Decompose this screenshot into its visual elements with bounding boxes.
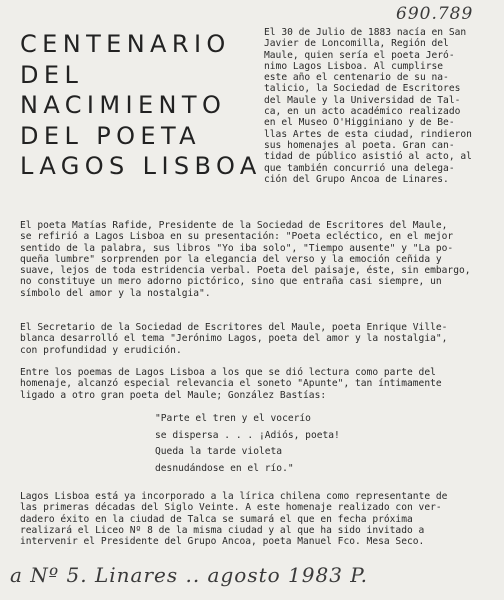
text-line: dadero éxito en la ciudad de Talca se sumará el que en fecha próxima [20, 513, 413, 525]
poem-excerpt [155, 413, 340, 480]
text-line: ca, en un acto académico realizado [264, 106, 461, 118]
paragraph-villeblanca [20, 322, 496, 356]
text-line: Entre los poemas de Lagos Lisboa a los que se dió lectura como parte del [20, 367, 436, 378]
text-line: no constituye un mero adorno pictórico, sino que entraña casi siempre, un [20, 276, 442, 288]
poem-line: "Parte el tren y el vocerío [155, 413, 311, 424]
text-line: con profundidad y erudición. [20, 344, 182, 356]
text-line: que también concurrió una delega- [264, 162, 455, 174]
text-line: El poeta Matías Rafide, Presidente de la Sociedad de Escritores del Maule, [20, 220, 448, 231]
text-line: las primeras décadas del Siglo Veinte. A este homenaje realizado con ver- [20, 502, 442, 514]
text-line: El 30 de Julio de 1883 nacía en San [264, 27, 467, 38]
text-line: ción del Grupo Ancoa de Linares. [264, 173, 449, 185]
poem-line: Queda la tarde violeta [155, 446, 283, 458]
headline-line: DEL [20, 60, 84, 89]
text-line: suave, lejos de toda estridencia verbal. Poeta del paisaje, éste, sin embargo, [20, 265, 471, 277]
text-line: se refirió a Lagos Lisboa en su presentación: "Poeta ecléctico, en el mejor [20, 231, 454, 243]
text-line: en el Museo O'Higginiano y de Be- [264, 117, 455, 129]
article-headline [20, 29, 262, 182]
text-line: símbolo del amor y la nostalgia". [20, 287, 211, 299]
text-line: sentido de la palabra, sus libros "Yo iba solo", "Tiempo ausente" y "La po- [20, 242, 454, 254]
text-line: Lagos Lisboa está ya incorporado a la lírica chilena como representante de [20, 491, 448, 502]
text-line: sus homenajes al poeta. Gran can- [264, 139, 455, 151]
text-line: realizará el Liceo Nº 8 de la misma ciudad y al que ha sido invitado a [20, 524, 425, 536]
poem-line: se dispersa . . . ¡Adiós, poeta! [155, 429, 340, 441]
text-line: homenaje, alcanzó especial relevancia el soneto "Apunte", tan íntimamente [20, 378, 442, 390]
headline-line: NACIMIENTO [20, 91, 227, 119]
paragraph-closing [20, 491, 496, 547]
handwritten-catalog-number: 690.789 [396, 4, 474, 24]
text-line: talicio, la Sociedad de Escritores [264, 83, 461, 95]
paragraph-poem-intro [20, 367, 496, 401]
handwritten-source-note: a Nº 5. Linares .. agosto 1983 P. [10, 563, 369, 587]
text-line: intervenir el Presidente del Grupo Ancoa, poeta Manuel Fco. Mesa Seco. [20, 536, 425, 548]
text-line: este año el centenario de su na- [264, 72, 449, 84]
text-line: llas Artes de esta ciudad, rindieron [264, 128, 472, 140]
paragraph-rafide-quote [20, 220, 496, 299]
text-line: El Secretario de la Sociedad de Escritores del Maule, poeta Enrique Ville- [20, 322, 448, 333]
text-line: tidad de público asistió al acto, al [264, 151, 472, 163]
text-line: Maule, quien sería el poeta Jeró- [264, 49, 455, 61]
text-line: del Maule y la Universidad de Tal- [264, 94, 461, 106]
headline-line: LAGOS LISBOA [20, 152, 262, 180]
poem-line: desnudándose en el río." [155, 463, 294, 475]
headline-line: DEL POETA [20, 121, 201, 150]
text-line: ligado a otro gran poeta del Maule; González Bastías: [20, 389, 327, 401]
text-line: nimo Lagos Lisboa. Al cumplirse [264, 60, 444, 72]
headline-line: CENTENARIO [20, 30, 231, 58]
text-line: Javier de Loncomilla, Región del [264, 38, 449, 50]
text-line: queña lumbre" sorprenden por la elegancia del verso y la emoción ceñida y [20, 253, 442, 265]
intro-paragraph [264, 27, 500, 185]
text-line: blanca desarrolló el tema "Jerónimo Lagos, poeta del amor y la nostalgia", [20, 333, 448, 345]
